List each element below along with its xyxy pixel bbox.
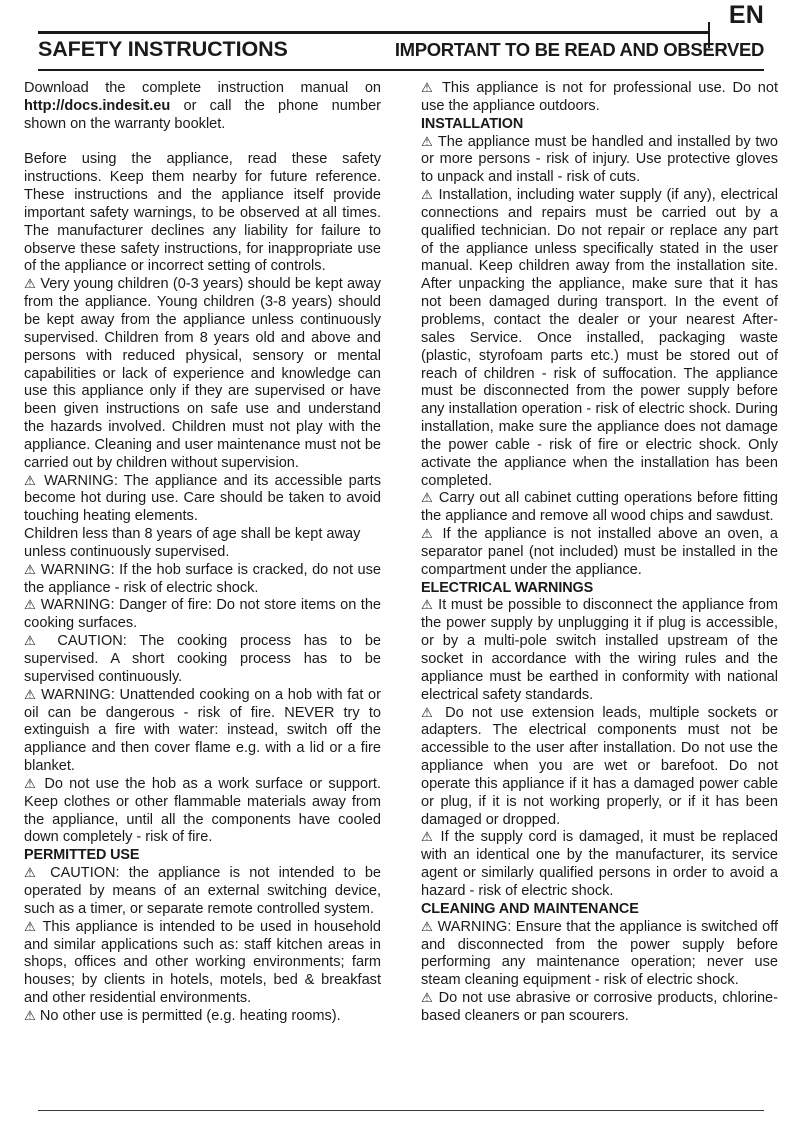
paragraph-work-surface — [24, 776, 381, 847]
paragraph-unattended-cooking — [24, 687, 381, 776]
paragraph-household-use — [24, 919, 381, 1008]
paragraph-no-extension-leads — [421, 705, 778, 830]
warning-triangle-icon: ⚠ — [24, 473, 38, 489]
footer-rule — [38, 1110, 764, 1111]
header-rule-top — [38, 31, 708, 34]
warning-triangle-icon: ⚠ — [421, 134, 434, 150]
paragraph-fire-danger — [24, 597, 381, 633]
warning-triangle-icon: ⚠ — [421, 81, 436, 96]
warning-triangle-icon: ⚠ — [421, 188, 434, 204]
section-heading-installation: INSTALLATION — [421, 115, 524, 132]
paragraph-professional-use — [421, 80, 778, 116]
section-heading-cleaning-maintenance: CLEANING AND MAINTENANCE — [421, 900, 639, 917]
paragraph-disconnect-possible — [421, 597, 778, 704]
external-switching-text: CAUTION: the appliance is not intended to be operated by means of an external switching device, such as a timer, or separate remote controlled system. — [24, 865, 381, 917]
separator-panel-text: If the appliance is not installed above an oven, a separator panel (not included) must be installed in the compartment under the appliance. — [421, 526, 778, 578]
download-intro-text: Download the complete instruction manual on — [24, 80, 381, 96]
paragraph-no-abrasive — [421, 990, 778, 1026]
paragraph-handling — [421, 134, 778, 188]
warning-triangle-icon: ⚠ — [421, 705, 437, 721]
paragraph-hot-parts — [24, 473, 381, 527]
paragraph-supply-cord — [421, 829, 778, 900]
docs-url[interactable]: http://docs.indesit.eu — [24, 97, 171, 114]
section-heading-permitted-use: PERMITTED USE — [24, 847, 140, 864]
supply-cord-text: If the supply cord is damaged, it must be replaced with an identical one by the manufacturer, its service agent or similarly qualified persons in order to avoid a hazard - risk of electric shock. — [421, 829, 778, 899]
paragraph-separator-panel — [421, 526, 778, 580]
warning-triangle-icon: ⚠ — [24, 919, 38, 935]
fire-danger-text: WARNING: Danger of fire: Do not store items on the cooking surfaces. — [24, 597, 381, 632]
warning-triangle-icon: ⚠ — [24, 598, 37, 614]
cleaning-warning-text: WARNING: Ensure that the appliance is switched off and disconnected from the power supply before performing any maintenance operation; never use steam cleaning equipment - risk of electric shock. — [421, 918, 779, 989]
no-abrasive-text: Do not use abrasive or corrosive products, chlorine-based cleaners or pan scourers. — [421, 990, 778, 1024]
header-title-row — [38, 37, 764, 62]
warning-triangle-icon: ⚠ — [421, 491, 434, 507]
download-intro-tail: or call the phone number shown on the warranty booklet. — [24, 97, 381, 132]
warning-triangle-icon: ⚠ — [24, 562, 37, 578]
warning-triangle-icon: ⚠ — [421, 830, 435, 846]
header-rule-bottom — [38, 69, 764, 71]
household-use-text: This appliance is intended to be used in household and similar applications such as: staff kitchen areas in shops, offices and other working environments; farm houses; by clients in hotels, motels, bed & breakfast and other residential environments. — [24, 918, 382, 1007]
paragraph-before-using: Before using the appliance, read these safety instructions. Keep them nearby for future reference. These instructions and the appliance itself provide important safety warnings, to be observed at all times. The manufacturer declines any liability for failure to observe these safety instructions, for inappropriate use of the appliance or incorrect setting of controls. — [24, 151, 381, 275]
document-header — [14, 0, 788, 76]
warning-triangle-icon: ⚠ — [421, 598, 434, 614]
cracked-hob-text: WARNING: If the hob surface is cracked, do not use the appliance - risk of electric shock. — [24, 561, 381, 596]
paragraph-no-other-use — [24, 1008, 381, 1026]
qualified-technician-text: Installation, including water supply (if any), electrical connections and repairs must be carried out by a qualified technician. Do not repair or replace any part of the appliance unless specifically stated in the user manual. Keep children away from the installation site. After unpacking the appliance, make sure that it has not been damaged during transport. In the event of problems, contact the dealer or your nearest After-sales Service. Once installed, packaging waste (plastic, styrofoam parts etc.) must be stored out of reach of children - risk of suffocation. The appliance must be disconnected from the power supply before any installation operation - risk of electric shock. During installation, make sure the appliance does not damage the power cable - risk of fire or electric shock. Only activate the appliance when the installation has been completed. — [421, 187, 778, 489]
cooking-supervision-text: CAUTION: The cooking process has to be supervised. A short cooking process has to be supervised continuously. — [24, 633, 381, 685]
warning-triangle-icon: ⚠ — [24, 277, 37, 293]
disconnect-possible-text: It must be possible to disconnect the appliance from the power supply by unplugging it if plug is accessible, or by a multi-pole switch installed upstream of the socket in accordance with the wiring rules and the appliance must be earthed in conformity with national electrical safety standards. — [421, 597, 779, 703]
children-warning-text: Very young children (0-3 years) should be kept away from the appliance. Young children (3-8 years) should be kept away from the appliance unless continuously supervised. Children from 8 years old and above and persons with reduced physical, sensory or mental capabilities or lack of experience and knowledge can use this appliance only if they are supervised or have been given instructions on safe use and understand the hazards involved. Children must not play with the appliance. Cleaning and user maintenance must not be carried out by children without supervision. — [24, 276, 381, 471]
handling-text: The appliance must be handled and installed by two or more persons - risk of injury. Use protective gloves to unpack and install - risk of cuts. — [421, 133, 778, 186]
paragraph-cabinet-cutting — [421, 490, 778, 526]
warning-triangle-icon: ⚠ — [421, 991, 434, 1007]
warning-triangle-icon: ⚠ — [421, 527, 436, 543]
warning-triangle-icon: ⚠ — [24, 866, 41, 882]
cabinet-cutting-text: Carry out all cabinet cutting operations before fitting the appliance and remove all wood chips and sawdust. — [421, 490, 779, 525]
hot-parts-text: WARNING: The appliance and its accessible parts become hot during use. Care should be taken to avoid touching heating elements. — [24, 472, 381, 525]
no-extension-leads-text: Do not use extension leads, multiple sockets or adapters. The electrical components must not be accessible to the user after installation. Do not use the appliance when you are wet or barefoot. Do not operate this appliance if it has a damaged power cable or plug, if it is not working properly, or if it has been damaged or dropped. — [421, 704, 779, 828]
page-subtitle: IMPORTANT TO BE READ AND OBSERVED — [394, 39, 764, 60]
unattended-cooking-text: WARNING: Unattended cooking on a hob with fat or oil can be dangerous - risk of fire. NEVER try to extinguish a fire with water: instead, switch off the appliance and then cover flame e.g. with a lid or a fire blanket. — [24, 686, 381, 775]
warning-triangle-icon: ⚠ — [24, 1008, 36, 1024]
warning-triangle-icon: ⚠ — [24, 687, 37, 703]
section-heading-electrical-warnings: ELECTRICAL WARNINGS — [421, 579, 594, 596]
paragraph-cooking-supervision — [24, 633, 381, 687]
paragraph-cleaning-warning — [421, 919, 778, 990]
no-other-use-text: No other use is permitted (e.g. heating rooms). — [39, 1007, 341, 1024]
paragraph-cracked-hob — [24, 562, 381, 598]
paragraph-download — [24, 80, 381, 134]
professional-use-text: This appliance is not for professional use. Do not use the appliance outdoors. — [421, 80, 778, 114]
paragraph-qualified-technician — [421, 187, 778, 490]
warning-triangle-icon: ⚠ — [24, 776, 39, 792]
language-badge: EN — [728, 1, 764, 29]
work-surface-text: Do not use the hob as a work surface or support. Keep clothes or other flammable materials away from the appliance, until all the components have cooled down completely - risk of fire. — [24, 775, 381, 846]
right-column — [411, 80, 788, 1026]
paragraph-spacer — [24, 134, 381, 152]
paragraph-external-switching — [24, 865, 381, 919]
text-columns — [14, 80, 788, 1026]
warning-triangle-icon: ⚠ — [421, 919, 434, 935]
paragraph-children-under-8: Children less than 8 years of age shall be kept away unless continuously supervised. — [24, 526, 361, 560]
warning-triangle-icon: ⚠ — [24, 634, 45, 650]
page-title: SAFETY INSTRUCTIONS — [38, 37, 288, 61]
left-column — [14, 80, 391, 1026]
paragraph-children-warning — [24, 276, 381, 472]
